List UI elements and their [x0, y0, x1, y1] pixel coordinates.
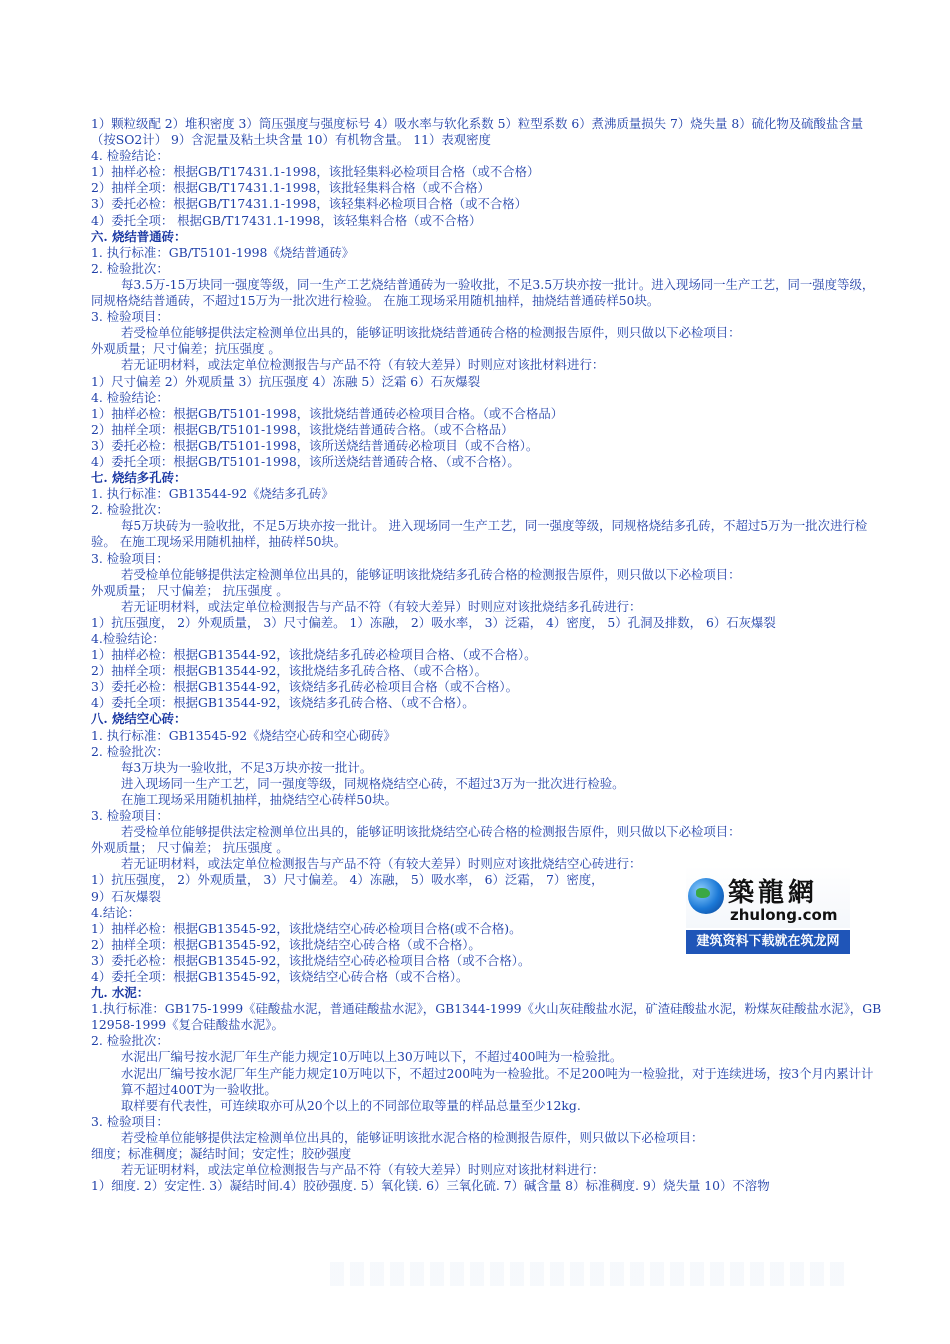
paragraph-line: 3）委托必检：根据GB/T5101-1998，该所送烧结普通砖必检项目（或不合格）。	[91, 437, 539, 453]
section-heading: 九. 水泥：	[91, 985, 150, 1001]
paragraph-line: 4.检验结论：	[91, 631, 165, 646]
paragraph-line: 进入现场同一生产工艺，同一强度等级，同规格烧结空心砖，不超过3万为一批次进行检验。	[121, 775, 625, 791]
paragraph-line: 2）抽样全项：根据GB/T5101-1998，该批烧结普通砖合格。（或不合格品）	[91, 421, 514, 437]
paragraph-line: 2. 检验批次：	[91, 502, 169, 518]
paragraph-line: 3）委托必检：根据GB/T17431.1-1998，该轻集料必检项目合格（或不合格）	[91, 196, 528, 212]
paragraph-line: 4）委托全项：根据GB13545-92，该烧结空心砖合格（或不合格）。	[91, 968, 469, 984]
document-body	[91, 116, 883, 1194]
paragraph-line: 若受检单位能够提供法定检测单位出具的，能够证明该批烧结空心砖合格的检测报告原件，则只做以下必检项目：	[121, 824, 741, 840]
section-heading: 七. 烧结多孔砖：	[91, 470, 187, 486]
paragraph-line: 4）委托全项： 根据GB/T17431.1-1998，该轻集料合格（或不合格）	[91, 212, 482, 228]
faint-watermark	[330, 1262, 850, 1286]
logo-top	[686, 866, 850, 928]
paragraph-line: 4. 检验结论：	[91, 389, 169, 405]
paragraph-line: 水泥出厂编号按水泥厂年生产能力规定10万吨以上30万吨以下，不超过400吨为一检验批。	[121, 1049, 623, 1065]
paragraph-line: 1）尺寸偏差 2）外观质量 3）抗压强度 4）冻融 5）泛霜 6）石灰爆裂	[91, 373, 481, 389]
paragraph-line: 4. 检验结论：	[91, 148, 169, 164]
paragraph-line: 若受检单位能够提供法定检测单位出具的，能够证明该批水泥合格的检测报告原件，则只做以下必检项目：	[121, 1129, 704, 1145]
paragraph-line: 1. 执行标准：GB/T5101-1998《烧结普通砖》	[91, 244, 355, 260]
paragraph-line: 4）委托全项：根据GB/T5101-1998，该所送烧结普通砖合格、（或不合格）。	[91, 453, 520, 469]
paragraph-line: 若受检单位能够提供法定检测单位出具的，能够证明该批烧结多孔砖合格的检测报告原件，则只做以下必检项目：	[121, 566, 741, 582]
paragraph-line: 4.结论：	[91, 904, 140, 920]
paragraph-line: 1）抽样必检：根据GB13544-92，该批烧结多孔砖必检项目合格、（或不合格）。	[91, 647, 537, 663]
paragraph-line: 3. 检验项目：	[91, 1113, 169, 1129]
paragraph-line: 1. 执行标准：GB13544-92《烧结多孔砖》	[91, 486, 334, 502]
paragraph-line: 2. 检验批次：	[91, 260, 169, 276]
paragraph-line: 若无证明材料，或法定单位检测报告与产品不符（有较大差异）时则应对该批材料进行：	[121, 357, 605, 373]
paragraph-line: 4）委托全项：根据GB13544-92，该烧结多孔砖合格、（或不合格）。	[91, 695, 475, 711]
logo-url: zhulong.com	[730, 906, 838, 924]
paragraph-line: 2. 检验批次：	[91, 1033, 169, 1049]
paragraph-line: 1）颗粒级配 2）堆积密度 3）筒压强度与强度标号 4）吸水率与软化系数 5）粒型系数 6）煮沸质量损失 7）烧失量 8）硫化物及硫酸盐含量（按SO2计） 9）含泥量及粘土块含量 10）有机物含量。 11）表观密度	[91, 116, 864, 148]
paragraph-line: 细度；标准稠度；凝结时间；安定性；胶砂强度	[91, 1146, 352, 1161]
paragraph-line: 每3万块为一验收批，不足3万块亦按一批计。	[121, 759, 373, 775]
paragraph-line: 2）抽样全项：根据GB13545-92，该批烧结空心砖合格（或不合格）。	[91, 936, 481, 952]
paragraph-line: 1）细度. 2）安定性. 3）凝结时间.4）胶砂强度. 5）氧化镁. 6）三氧化硫. 7）碱含量 8）标准稠度. 9）烧失量 10）不溶物	[91, 1178, 770, 1194]
paragraph-line: 每3.5万-15万块同一强度等级，同一生产工艺烧结普通砖为一验收批，不足3.5万块亦按一批计。进入现场同一生产工艺，同一强度等级，同规格烧结普通砖，不超过15万为一批次进行检验。 在施工现场采用随机抽样，抽烧结普通砖样50块。	[91, 276, 875, 309]
paragraph-line: 2. 检验批次：	[91, 743, 169, 759]
paragraph-line: 1）抗压强度， 2）外观质量， 3）尺寸偏差。 4）冻融， 5）吸水率， 6）泛霜， 7）密度，	[91, 872, 604, 888]
paragraph-line: 9）石灰爆裂	[91, 888, 161, 904]
section-heading: 六. 烧结普通砖：	[91, 228, 187, 244]
paragraph-line: 1）抽样必检：根据GB/T17431.1-1998，该批轻集料必检项目合格（或不合格）	[91, 164, 540, 180]
paragraph-line: 1）抽样必检：根据GB13545-92，该批烧结空心砖必检项目合格(或不合格)。	[91, 920, 522, 936]
paragraph-line: 外观质量； 尺寸偏差； 抗压强度 。	[91, 582, 289, 598]
zhulong-logo	[686, 866, 850, 956]
paragraph-line: 每5万块砖为一验收批，不足5万块亦按一批计。 进入现场同一生产工艺，同一强度等级，同规格烧结多孔砖，不超过5万为一批次进行检验。 在施工现场采用随机抽样，抽砖样50块。	[91, 518, 868, 550]
section-heading: 八. 烧结空心砖：	[91, 711, 187, 727]
paragraph-line: 1. 执行标准：GB13545-92《烧结空心砖和空心砌砖》	[91, 727, 396, 743]
paragraph-line: 1）抗压强度， 2）外观质量， 3）尺寸偏差。 1）冻融， 2）吸水率， 3）泛霜， 4）密度， 5）孔洞及排数， 6）石灰爆裂	[91, 614, 776, 630]
paragraph-line: 取样要有代表性，可连续取亦可从20个以上的不同部位取等量的样品总量至少12kg.	[121, 1097, 581, 1113]
paragraph-line: 1）抽样必检：根据GB/T5101-1998，该批烧结普通砖必检项目合格。（或不合格品）	[91, 405, 564, 421]
paragraph-line: 若无证明材料，或法定单位检测报告与产品不符（有较大差异）时则应对该批烧结空心砖进行：	[121, 856, 642, 872]
paragraph-line: 在施工现场采用随机抽样，抽烧结空心砖样50块。	[121, 791, 397, 807]
paragraph-line: 若受检单位能够提供法定检测单位出具的，能够证明该批烧结普通砖合格的检测报告原件，则只做以下必检项目：	[121, 325, 741, 341]
paragraph-line: 3. 检验项目：	[91, 550, 169, 566]
paragraph-line: 3. 检验项目：	[91, 309, 169, 325]
paragraph-line: 3）委托必检：根据GB13545-92，该批烧结空心砖必检项目合格（或不合格）。	[91, 952, 531, 968]
paragraph-line: 外观质量； 尺寸偏差； 抗压强度 。	[91, 840, 289, 856]
paragraph-line: 3）委托必检：根据GB13544-92，该烧结多孔砖必检项目合格（或不合格）。	[91, 679, 518, 695]
paragraph-line: 1.执行标准：GB175-1999《硅酸盐水泥，普通硅酸盐水泥》，GB1344-1999《火山灰硅酸盐水泥，矿渣硅酸盐水泥，粉煤灰硅酸盐水泥》，GB12958-1999《复合硅酸盐水泥》。	[91, 1001, 882, 1033]
paragraph-line: 水泥出厂编号按水泥厂年生产能力规定10万吨以下，不超过200吨为一检验批。不足200吨为一检验批，对于连续进场，按3个月内累计计算不超过400T为一验收批。	[121, 1065, 874, 1097]
paragraph-line: 外观质量；尺寸偏差；抗压强度 。	[91, 341, 281, 357]
paragraph-line: 若无证明材料，或法定单位检测报告与产品不符（有较大差异）时则应对该批烧结多孔砖进行：	[121, 598, 642, 614]
globe-icon	[688, 878, 724, 914]
logo-slogan: 建筑资料下载就在筑龙网	[686, 930, 850, 954]
paragraph-line: 3. 检验项目：	[91, 808, 169, 824]
paragraph-line: 若无证明材料，或法定单位检测报告与产品不符（有较大差异）时则应对该批材料进行：	[121, 1162, 605, 1178]
logo-brand-name: 築龍網	[728, 878, 819, 908]
paragraph-line: 2）抽样全项：根据GB13544-92，该批烧结多孔砖合格、（或不合格）。	[91, 663, 488, 679]
paragraph-line: 2）抽样全项：根据GB/T17431.1-1998，该批轻集料合格（或不合格）	[91, 180, 490, 196]
